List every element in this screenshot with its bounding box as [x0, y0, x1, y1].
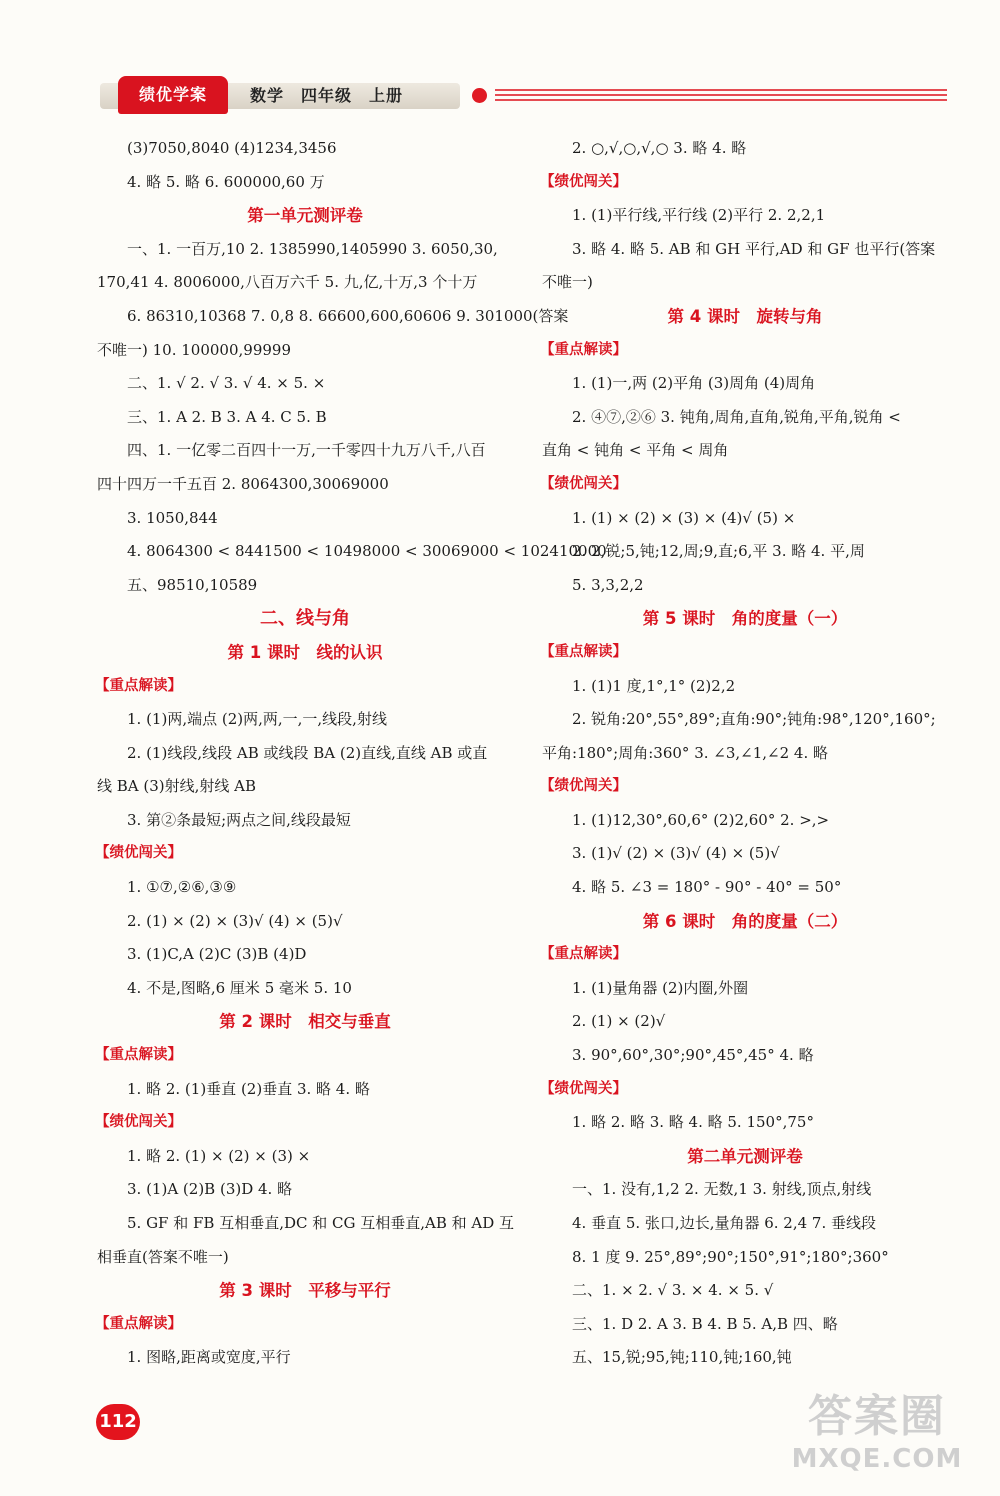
answer-line: 4. 略 5. ∠3 = 180° - 90° - 40° = 50° [572, 878, 842, 897]
answer-line: 5. 3,3,2,2 [572, 575, 644, 594]
answer-line: 8. 1 度 9. 25°,89°;90°;150°,91°;180°;360° [572, 1247, 889, 1266]
answer-line: 2. (1)线段,线段 AB 或线段 BA (2)直线,直线 AB 或直 [127, 743, 488, 762]
page-number: 112 [96, 1404, 140, 1440]
answer-line: 2. ④⑦,②⑥ 3. 钝角,周角,直角,锐角,平角,锐角 < [572, 407, 901, 426]
section-tag: 【绩优闯关】 [95, 845, 182, 862]
header-dot-icon [472, 88, 487, 103]
section-heading: 第 4 课时 旋转与角 [667, 306, 823, 326]
brand-tab: 绩优学案 [118, 76, 228, 114]
answer-line: 3. 略 4. 略 5. AB 和 GH 平行,AD 和 GF 也平行(答案 [572, 239, 936, 258]
section-heading: 第 6 课时 角的度量（二） [642, 911, 848, 931]
answer-line: 一、1. 一百万,10 2. 1385990,1405990 3. 6050,30, [127, 239, 498, 258]
answer-line: 二、1. √ 2. √ 3. √ 4. × 5. × [127, 374, 326, 393]
answer-line: 1. (1)量角器 (2)内圈,外圈 [572, 978, 749, 997]
answer-line: (3)7050,8040 (4)1234,3456 [127, 139, 337, 157]
answer-line: 1. 略 2. (1) × (2) × (3) × [127, 1146, 311, 1165]
header-rule [495, 99, 947, 101]
answer-line: 五、98510,10589 [127, 575, 258, 594]
answer-line: 四十四万一千五百 2. 8064300,30069000 [97, 474, 389, 493]
answer-line: 2. (1) × (2) × (3)√ (4) × (5)√ [127, 911, 343, 930]
section-tag: 【绩优闯关】 [95, 1114, 182, 1131]
section-tag: 【重点解读】 [540, 341, 627, 358]
answer-line: 1. (1) × (2) × (3) × (4)√ (5) × [572, 508, 796, 527]
answer-line: 四、1. 一亿零二百四十一万,一千零四十九万八千,八百 [127, 441, 486, 460]
watermark-text: 答案圈 [808, 1391, 946, 1442]
answer-line: 二、1. × 2. √ 3. × 4. × 5. √ [572, 1281, 774, 1300]
header-rule [495, 89, 947, 91]
answer-line: 1. (1)平行线,平行线 (2)平行 2. 2,2,1 [572, 206, 826, 225]
answer-line: 2. ○,√,○,√,○ 3. 略 4. 略 [572, 139, 747, 157]
answer-line: 1. ①⑦,②⑥,③⑨ [127, 878, 237, 897]
answer-line: 不唯一) [542, 273, 593, 292]
answer-line: 1. (1)一,两 (2)平角 (3)周角 (4)周角 [572, 374, 816, 393]
answer-line: 三、1. D 2. A 3. B 4. B 5. A,B 四、略 [572, 1314, 838, 1333]
section-tag: 【重点解读】 [540, 643, 627, 660]
section-heading: 第 5 课时 角的度量（一） [642, 609, 848, 629]
answer-line: 3. 90°,60°,30°;90°,45°,45° 4. 略 [572, 1046, 814, 1065]
answer-line: 相垂直(答案不唯一) [97, 1247, 229, 1266]
section-heading: 第 3 课时 平移与平行 [219, 1281, 391, 1301]
answer-line: 平角:180°;周角:360° 3. ∠3,∠1,∠2 4. 略 [542, 743, 828, 762]
answer-line: 1. 图略,距离或宽度,平行 [127, 1348, 291, 1367]
answer-line: 5. GF 和 FB 互相垂直,DC 和 CG 互相垂直,AB 和 AD 互 [127, 1214, 515, 1232]
left-column [95, 132, 607, 1375]
section-heading: 第二单元测评卷 [687, 1146, 803, 1166]
answer-line: 4. 略 5. 略 6. 600000,60 万 [127, 172, 325, 191]
section-heading: 第一单元测评卷 [247, 206, 363, 226]
right-column [540, 132, 950, 1375]
answer-line: 三、1. A 2. B 3. A 4. C 5. B [127, 407, 327, 426]
page-header [0, 0, 1000, 130]
section-heading: 二、线与角 [260, 608, 350, 630]
watermark-logo [782, 1392, 972, 1488]
answer-line: 线 BA (3)射线,射线 AB [97, 777, 257, 796]
answer-line: 1. 略 2. 略 3. 略 4. 略 5. 150°,75° [572, 1113, 814, 1132]
section-tag: 【绩优闯关】 [540, 173, 627, 190]
answer-line: 4. 8064300 < 8441500 < 10498000 < 30069000 < 102410000 [127, 542, 607, 561]
section-tag: 【绩优闯关】 [540, 778, 627, 795]
answer-line: 4. 不是,图略,6 厘米 5 毫米 5. 10 [127, 978, 352, 997]
answer-line: 1. (1)12,30°,60,6° (2)2,60° 2. >,> [572, 810, 830, 829]
answer-line: 1. (1)1 度,1°,1° (2)2,2 [572, 676, 736, 695]
watermark-url: MXQE.COM [791, 1444, 963, 1474]
answer-line: 一、1. 没有,1,2 2. 无数,1 3. 射线,顶点,射线 [572, 1180, 872, 1199]
section-tag: 【重点解读】 [95, 1047, 182, 1064]
answer-line: 4. 垂直 5. 张口,边长,量角器 6. 2,4 7. 垂线段 [572, 1214, 877, 1232]
answer-line: 2. (1) × (2)√ [572, 1012, 666, 1031]
section-heading: 第 1 课时 线的认识 [227, 642, 383, 662]
section-tag: 【重点解读】 [95, 677, 182, 694]
answer-line: 3. 1050,844 [127, 508, 218, 527]
answer-line: 3. (1)C,A (2)C (3)B (4)D [127, 945, 307, 964]
answer-line: 2. 2,锐;5,钝;12,周;9,直;6,平 3. 略 4. 平,周 [572, 542, 865, 561]
answer-line: 不唯一) 10. 100000,99999 [97, 340, 291, 359]
answer-line: 直角 < 钝角 < 平角 < 周角 [542, 441, 729, 460]
section-tag: 【重点解读】 [540, 946, 627, 963]
header-title: 数学 四年级 上册 [250, 86, 404, 105]
answer-line: 3. 第②条最短;两点之间,线段最短 [127, 810, 351, 829]
section-tag: 【绩优闯关】 [540, 1080, 627, 1097]
section-tag: 【绩优闯关】 [540, 475, 627, 492]
header-rule [495, 94, 947, 96]
section-tag: 【重点解读】 [95, 1315, 182, 1332]
answer-line: 1. (1)两,端点 (2)两,两,一,一,线段,射线 [127, 710, 387, 729]
answer-line: 6. 86310,10368 7. 0,8 8. 66600,600,60606 9. 301000(答案 [127, 306, 569, 325]
answer-line: 1. 略 2. (1)垂直 (2)垂直 3. 略 4. 略 [127, 1079, 370, 1098]
answer-line: 170,41 4. 8006000,八百万六千 5. 九,亿,十万,3 个十万 [97, 273, 478, 292]
answer-line: 2. 锐角:20°,55°,89°;直角:90°;钝角:98°,120°,160°; [572, 710, 936, 729]
answer-line: 3. (1)√ (2) × (3)√ (4) × (5)√ [572, 844, 780, 863]
section-heading: 第 2 课时 相交与垂直 [219, 1012, 391, 1032]
answer-line: 五、15,锐;95,钝;110,钝;160,钝 [572, 1348, 792, 1367]
answer-line: 3. (1)A (2)B (3)D 4. 略 [127, 1180, 293, 1199]
